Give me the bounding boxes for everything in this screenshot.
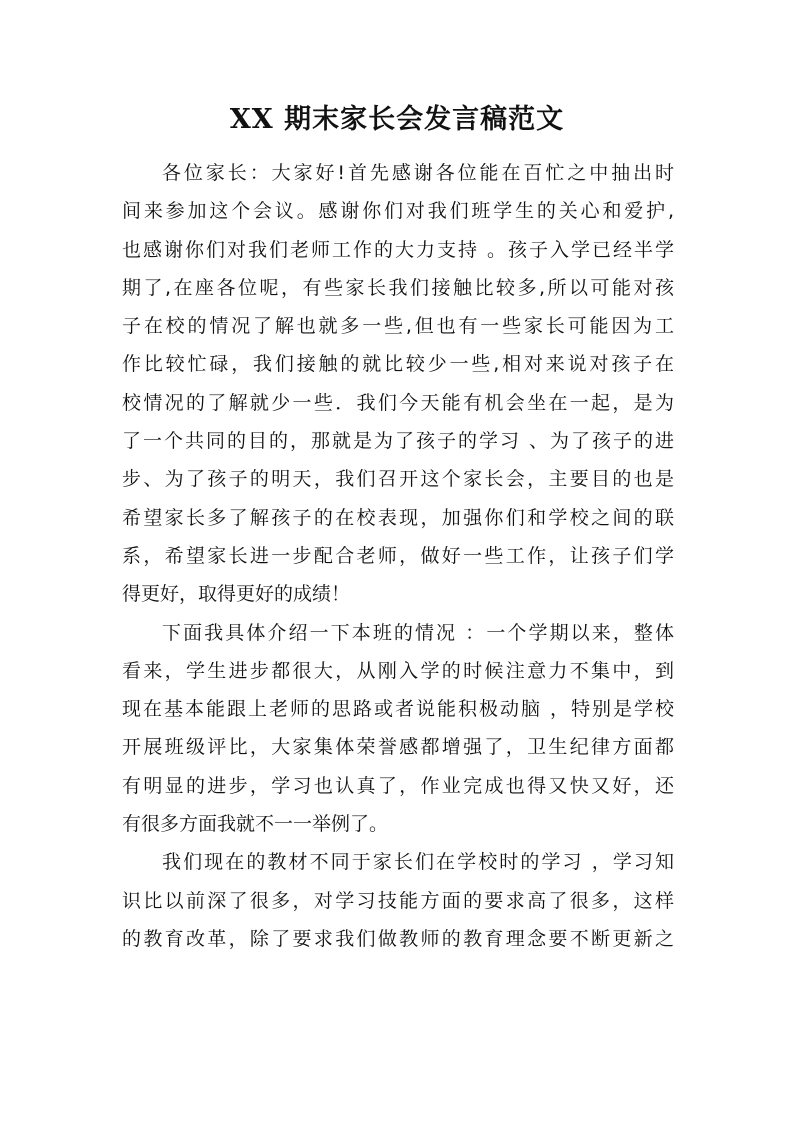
text-line: 也感谢你们对我们老师工作的大力支持 。孩子入学已经半学 <box>122 238 674 261</box>
text-line: 看来，学生进步都很大，从刚入学的时候注意力不集中，到 <box>122 659 674 682</box>
text-line: 系，希望家长进一步配合老师，做好一些工作，让孩子们学 <box>122 544 674 567</box>
paragraph-2 <box>122 614 674 844</box>
paragraph-1 <box>122 154 674 614</box>
text-line: 我们现在的教材不同于家长们在学校时的学习 ，学习知 <box>162 851 674 874</box>
text-line: 现在基本能跟上老师的思路或者说能积极动脑 ，特别是学校 <box>122 698 674 721</box>
text-line: 步、为了孩子的明天，我们召开这个家长会，主要目的也是 <box>122 468 674 491</box>
document-body <box>122 154 674 958</box>
document-title: XX 期末家长会发言稿范文 <box>229 104 565 135</box>
text-line: 作比较忙碌，我们接触的就比较少一些,相对来说对孩子在 <box>122 353 674 376</box>
text-line: 有明显的进步，学习也认真了，作业完成也得又快又好，还 <box>122 774 674 797</box>
text-line: 间来参加这个会议。感谢你们对我们班学生的关心和爱护, <box>122 200 674 223</box>
text-line: 的教育改革，除了要求我们做教师的教育理念要不断更新之 <box>122 927 674 950</box>
paragraph-3 <box>122 843 674 958</box>
text-line: 希望家长多了解孩子的在校表现，加强你们和学校之间的联 <box>122 506 674 529</box>
text-line: 子在校的情况了解也就多一些,但也有一些家长可能因为工 <box>122 315 674 338</box>
text-line: 有很多方面我就不一一举例了。 <box>122 813 389 836</box>
text-line: 各位家长：大家好!首先感谢各位能在百忙之中抽出时 <box>162 162 674 184</box>
text-line: 得更好，取得更好的成绩！ <box>122 583 351 606</box>
text-line: 识比以前深了很多，对学习技能方面的要求高了很多，这样 <box>122 889 674 912</box>
text-line: 校情况的了解就少一些．我们今天能有机会坐在一起，是为 <box>122 391 674 414</box>
text-line: 下面我具体介绍一下本班的情况 ：一个学期以来，整体 <box>162 621 674 644</box>
text-line: 开展班级评比，大家集体荣誉感都增强了，卫生纪律方面都 <box>122 736 674 759</box>
text-line: 了一个共同的目的，那就是为了孩子的学习 、为了孩子的进 <box>122 430 674 453</box>
text-line: 期了,在座各位呢，有些家长我们接触比较多,所以可能对孩 <box>122 276 674 299</box>
